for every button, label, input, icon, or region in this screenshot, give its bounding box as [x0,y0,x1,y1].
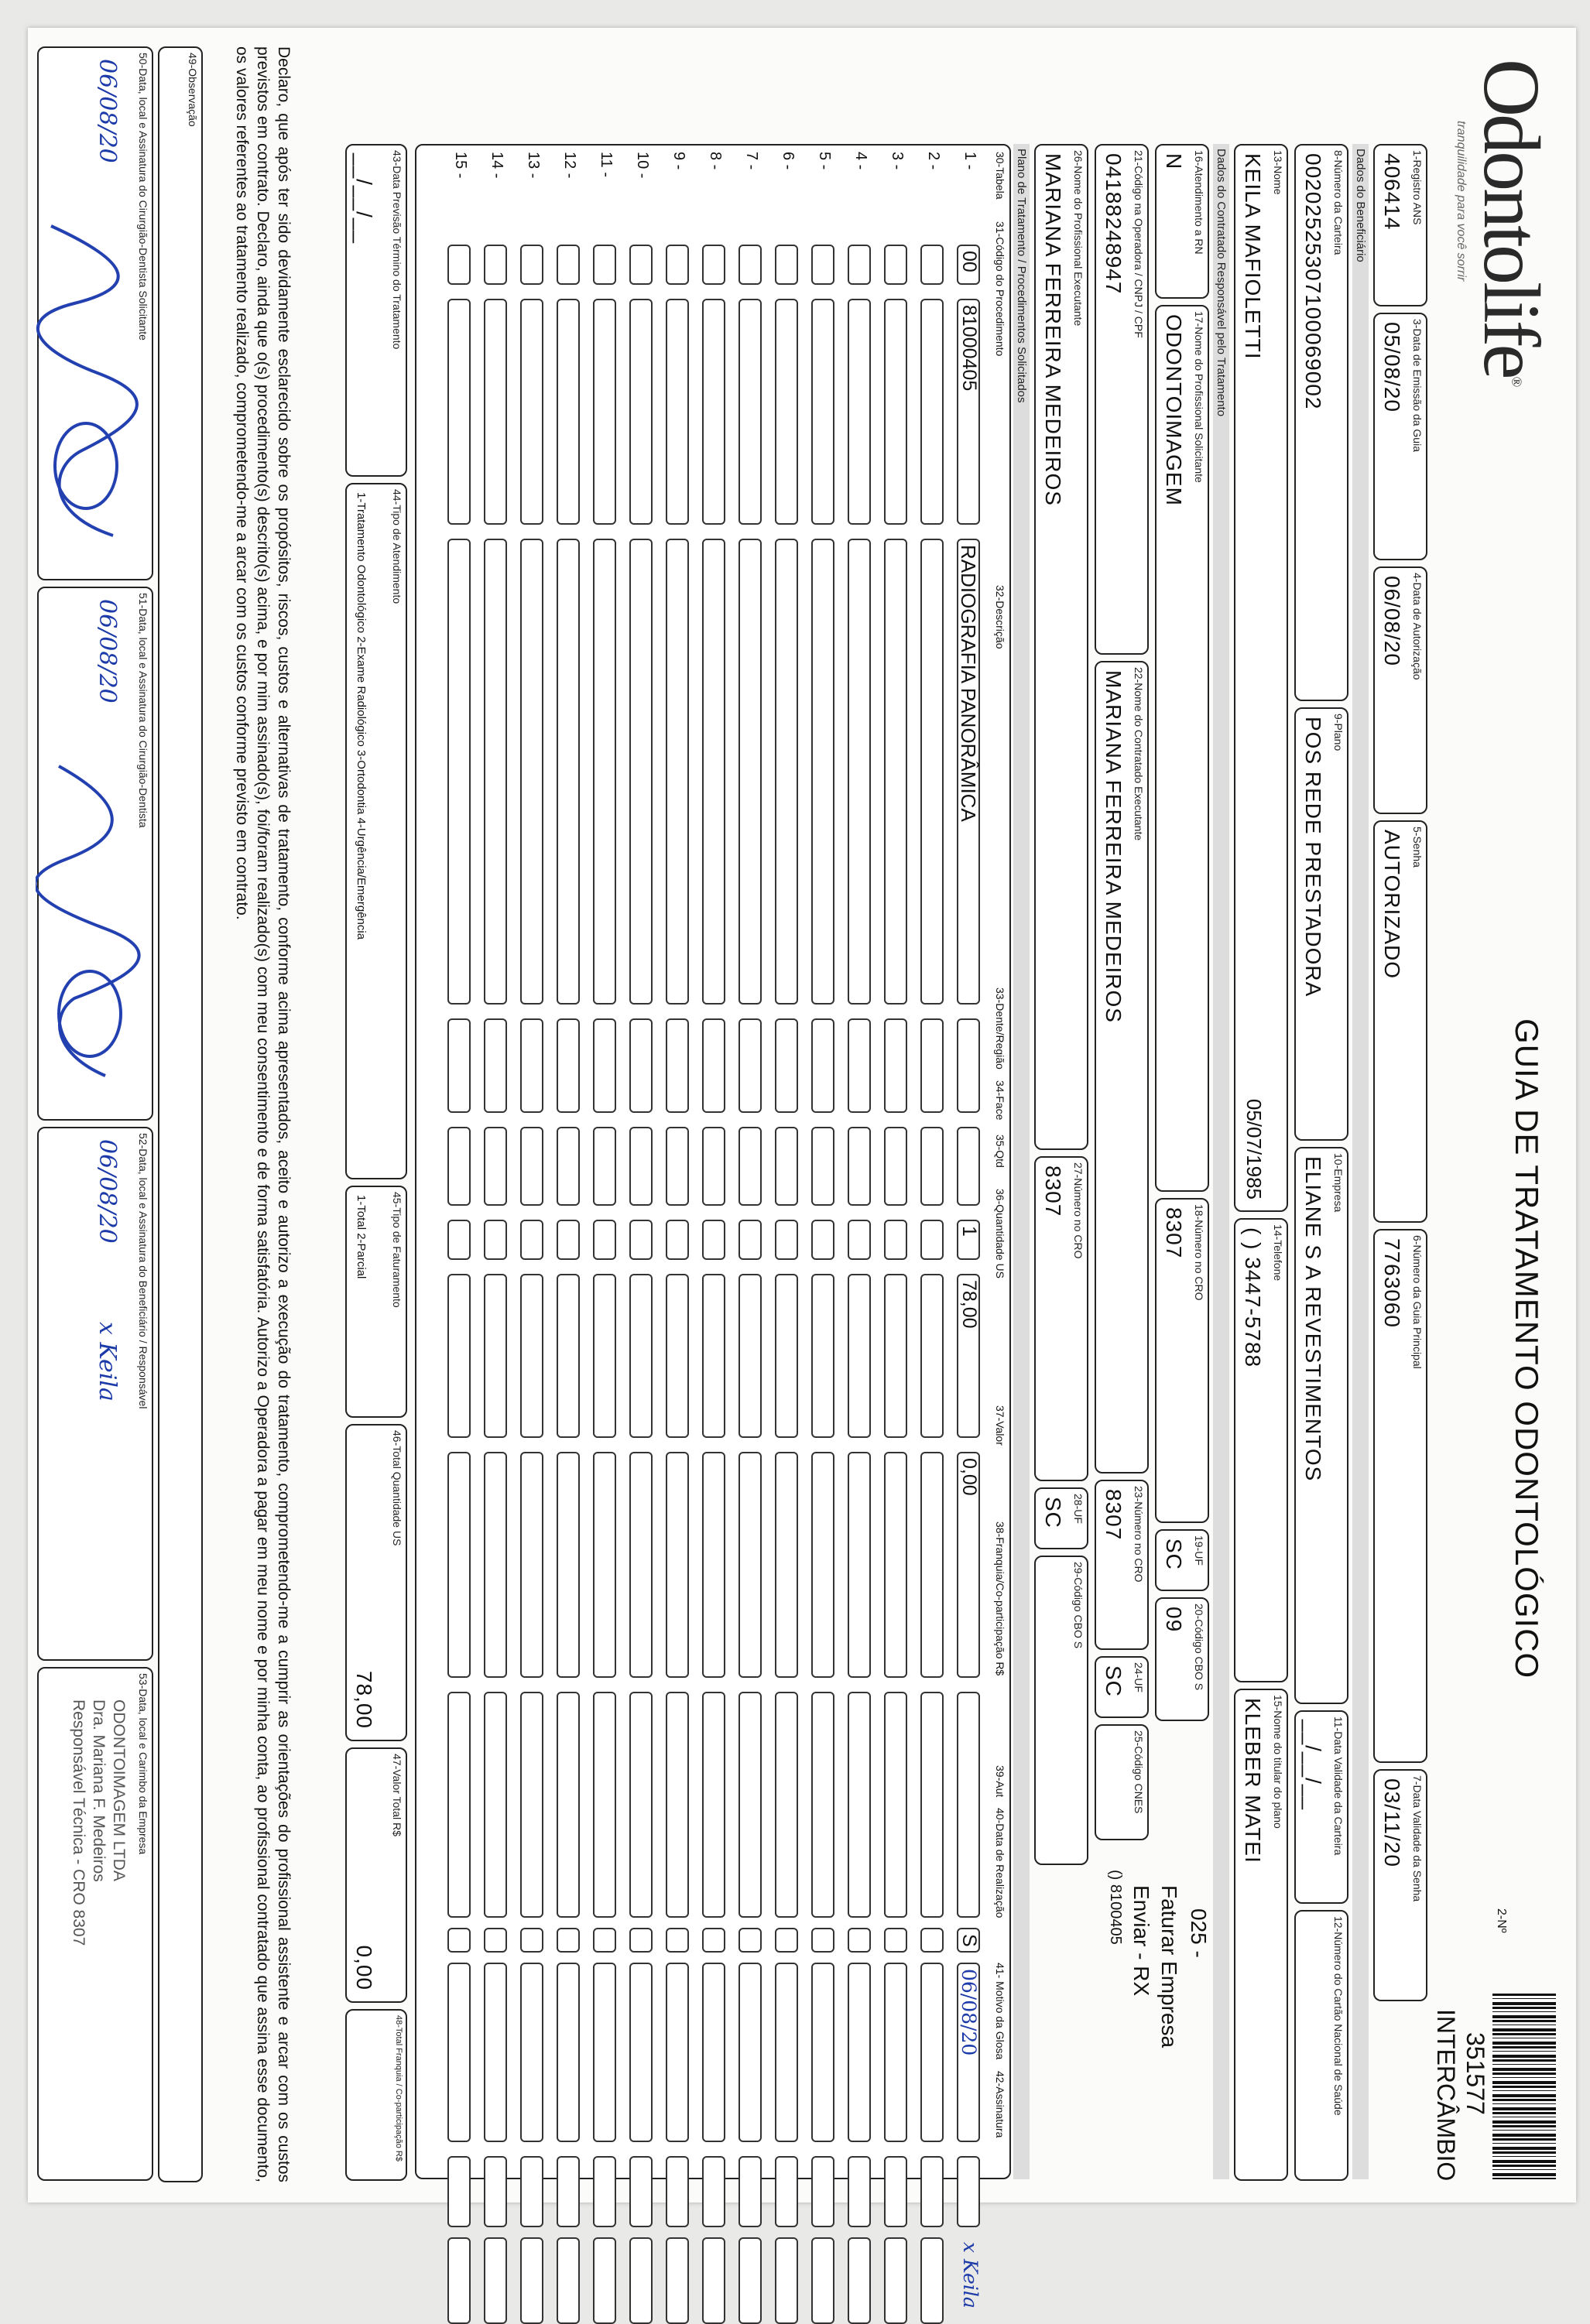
cell-us[interactable] [593,1274,616,1438]
cell-face[interactable] [484,1127,507,1206]
col-tabela: 30-Tabela [994,152,1006,200]
cell-franquia[interactable] [484,1692,507,1918]
guide-form [28,28,1576,2309]
cell-glosa[interactable] [629,2156,653,2227]
cell-dente[interactable] [811,1018,834,1113]
field-validade-carteira[interactable]: 11-Data Validade da Carteira __/__/__ [1294,1710,1348,1904]
cell-dente[interactable] [484,1018,507,1113]
col-aut: 39-Aut [994,1765,1006,1798]
cell-value-us: 78,00 [958,1280,980,1329]
field-prof-solicitante[interactable]: 17-Nome do Profissional Solicitante ODONTOIMAGEM [1155,305,1209,1192]
cell-tabela[interactable] [738,245,762,285]
row-number: 5 - [816,152,833,170]
cell-tabela[interactable] [811,245,834,285]
cell-tabela[interactable] [957,245,980,285]
cell-tabela[interactable] [775,245,798,285]
cell-valor[interactable] [447,1452,471,1678]
col-data: 40-Data de Realização [994,1808,1006,1918]
cell-qtd[interactable] [593,1220,616,1260]
cell-glosa[interactable] [811,2156,834,2227]
cell-glosa[interactable] [484,2156,507,2227]
cell-face[interactable] [593,1127,616,1206]
cell-franquia[interactable] [557,1692,580,1918]
cell-aut[interactable] [629,1928,653,1953]
cell-dente[interactable] [884,1018,907,1113]
cell-face[interactable] [811,1127,834,1206]
cell-valor[interactable] [811,1452,834,1678]
cell-qtd[interactable] [666,1220,689,1260]
cell-assinatura[interactable] [920,2237,944,2324]
cell-data[interactable] [593,1963,616,2142]
cell-glosa[interactable] [447,2156,471,2227]
cell-assinatura[interactable] [884,2237,907,2324]
birth-date: 05/07/1985 [1242,1098,1266,1200]
cell-descricao[interactable] [702,539,725,1005]
cell-descricao[interactable] [557,539,580,1005]
row-number: 3 - [889,152,906,170]
cell-us[interactable] [775,1274,798,1438]
cell-us[interactable] [920,1274,944,1438]
cell-codigo[interactable] [920,299,944,525]
cell-face[interactable] [666,1127,689,1206]
cell-assinatura[interactable] [957,2237,980,2324]
signature-date-50: 06/08/20 [94,59,121,163]
cell-face[interactable] [702,1127,725,1206]
field-carteira[interactable]: 8-Número da Carteira 00202525307100069002 [1294,144,1348,701]
field-titular[interactable]: 15-Nome do titular do plano KLEBER MATEI [1234,1689,1288,2181]
cell-valor[interactable] [775,1452,798,1678]
cell-tabela[interactable] [666,245,689,285]
row-number: 7 - [743,152,760,170]
cell-dente[interactable] [920,1018,944,1113]
field-cbo-profissional[interactable]: 29-Código CBO S [1034,1556,1088,1865]
row-number: 9 - [670,152,687,170]
cell-us[interactable] [738,1274,762,1438]
cell-qtd[interactable] [557,1220,580,1260]
cell-franquia[interactable] [593,1692,616,1918]
section-beneficiario: Dados do Beneficiário [1352,144,1369,2179]
cell-value-data: 06/08/20 [958,1969,980,2056]
cell-descricao[interactable] [484,539,507,1005]
cell-data[interactable] [920,1963,944,2142]
cell-assinatura[interactable] [629,2237,653,2324]
cell-franquia[interactable] [702,1692,725,1918]
cell-dente[interactable] [447,1018,471,1113]
row-number: 8 - [707,152,724,170]
field-plano[interactable]: 9-Plano POS REDE PRESTADORA [1294,707,1348,1141]
cell-codigo[interactable] [593,299,616,525]
field-senha[interactable]: 5-Senha AUTORIZADO [1373,820,1427,1223]
cell-descricao[interactable] [775,539,798,1005]
field-empresa[interactable]: 10-Empresa ELIANE S A REVESTIMENTOS [1294,1147,1348,1704]
cell-codigo[interactable] [629,299,653,525]
field-uf-profissional[interactable]: 28-UF SC [1034,1487,1088,1549]
cell-dente[interactable] [738,1018,762,1113]
cell-valor[interactable] [557,1452,580,1678]
cell-tabela[interactable] [884,245,907,285]
cell-aut[interactable] [811,1928,834,1953]
declaration-text: Declaro, que após ter sido devidamente esclarecido sobre os propósitos, riscos, custos e alternativas de tratamento, conforme acima apresentados, aceito e autorizo a execução do tratamento, comprometendo-me a cumprir as orientações do profissional assistente e arcar com os custos previstos em contrato. Declaro, ainda que o(s) procedimento(s) descrito(s) acima, e por mim assinado(s), foi/foram realizado(s) com meu consentimento e de forma satisfatória. Autorizo a Operadora a pagar em meu nome e por minha conta, ao profissional contratado que assina esse documento, os valores referentes ao tratamento realizado, comprometendo-me a arcar com os custos conforme previsto em contrato. [233,46,293,2182]
cell-descricao[interactable] [920,539,944,1005]
cell-assinatura[interactable] [848,2237,871,2324]
form-title: GUIA DE TRATAMENTO ODONTOLÓGICO [1509,1018,1545,1679]
cell-value-descricao: RADIOGRAFIA PANORÂMICA [957,545,980,822]
cell-data[interactable] [666,1963,689,2142]
signature-box-empresa[interactable]: 53-Data, local e Carimbo da Empresa ODONTOIMAGEM LTDA Dra. Mariana F. Medeiros Responsável Técnica - CRO 8307 [37,1667,153,2181]
cell-tabela[interactable] [629,245,653,285]
row-number: 14 - [488,152,505,179]
field-nome[interactable]: 13-Nome KEILA MAFIOLETTI 05/07/1985 [1234,144,1288,1212]
field-data-emissao[interactable]: 3-Data de Emissão da Guia 05/08/20 [1373,313,1427,560]
cell-valor[interactable] [920,1452,944,1678]
cell-aut[interactable] [848,1928,871,1953]
field-data-autorizacao[interactable]: 4-Data de Autorização 06/08/20 [1373,566,1427,814]
odontolife-logo: Odontolife® [1467,59,1556,385]
cell-descricao[interactable] [957,539,980,1005]
cell-qtd[interactable] [775,1220,798,1260]
cell-valor[interactable] [593,1452,616,1678]
field-cro-executante[interactable]: 23-Número no CRO 8307 [1095,1480,1149,1650]
cell-data[interactable] [484,1963,507,2142]
cell-face[interactable] [738,1127,762,1206]
cell-assinatura[interactable] [775,2237,798,2324]
cell-valor[interactable] [702,1452,725,1678]
cell-valor[interactable] [957,1452,980,1678]
cell-descricao[interactable] [811,539,834,1005]
cell-assinatura[interactable] [738,2237,762,2324]
cell-value-tabela: 00 [958,251,980,272]
cell-dente[interactable] [702,1018,725,1113]
col-assinatura: 42-Assinatura [994,2071,1006,2138]
cell-descricao[interactable] [884,539,907,1005]
cell-assinatura[interactable] [447,2237,471,2324]
field-validade-senha[interactable]: 7-Data Validade da Senha 03/11/20 [1373,1769,1427,2001]
row-number: 4 - [852,152,869,170]
handwritten-signature-icon [36,758,144,1083]
signature-box-solicitante[interactable]: 50-Data, local e Assinatura do Cirurgião-Dentista Solicitante 06/08/20 [37,46,153,580]
cell-codigo[interactable] [520,299,543,525]
col-qtd: 35-Qtd [994,1135,1006,1168]
cell-aut[interactable] [702,1928,725,1953]
cell-qtd[interactable] [884,1220,907,1260]
cell-data[interactable] [811,1963,834,2142]
cell-face[interactable] [557,1127,580,1206]
cell-us[interactable] [557,1274,580,1438]
beneficiary-signature: x Keila [94,1322,121,1402]
cell-descricao[interactable] [848,539,871,1005]
side-note-1: 025 - [1187,1908,1211,1958]
cell-value-assinatura: x Keila [959,2242,982,2309]
cell-qtd[interactable] [811,1220,834,1260]
cell-tabela[interactable] [484,245,507,285]
cell-aut[interactable] [593,1928,616,1953]
signature-box-beneficiario[interactable]: 52-Data, local e Assinatura do Beneficiário / Responsável 06/08/20 x Keila [37,1127,153,1661]
col-glosa: 41- Motivo da Glosa [994,1963,1006,2060]
cell-aut[interactable] [666,1928,689,1953]
cell-glosa[interactable] [848,2156,871,2227]
cell-assinatura[interactable] [557,2237,580,2324]
cell-codigo[interactable] [848,299,871,525]
cell-aut[interactable] [484,1928,507,1953]
cell-dente[interactable] [666,1018,689,1113]
cell-descricao[interactable] [593,539,616,1005]
cell-face[interactable] [629,1127,653,1206]
col-valor: 37-Valor [994,1405,1006,1446]
cell-aut[interactable] [775,1928,798,1953]
row-number: 11 - [598,152,615,177]
field-cartao-nacional[interactable]: 12-Número do Cartão Nacional de Saúde [1294,1910,1348,2181]
row-number: 2 - [925,152,942,170]
cell-qtd[interactable] [629,1220,653,1260]
cell-us[interactable] [520,1274,543,1438]
cell-us[interactable] [484,1274,507,1438]
field-contratado-executante[interactable]: 22-Nome do Contratado Executante MARIANA FERREIRA MEDEIROS [1095,661,1149,1473]
cell-franquia[interactable] [920,1692,944,1918]
field-uf-solicitante[interactable]: 19-UF SC [1155,1529,1209,1591]
cell-data[interactable] [884,1963,907,2142]
cell-dente[interactable] [775,1018,798,1113]
cell-qtd[interactable] [702,1220,725,1260]
cell-descricao[interactable] [447,539,471,1005]
cell-valor[interactable] [848,1452,871,1678]
row-number: 6 - [780,152,797,170]
col-codigo: 31-Código do Procedimento [994,221,1006,357]
col-franquia: 38-Franquia/Co-participação R$ [994,1521,1006,1676]
cell-us[interactable] [884,1274,907,1438]
cell-qtd[interactable] [738,1220,762,1260]
cell-codigo[interactable] [702,299,725,525]
cell-franquia[interactable] [738,1692,762,1918]
side-note-4: () 8100405 [1107,1870,1124,1945]
cell-franquia[interactable] [848,1692,871,1918]
cell-us[interactable] [848,1274,871,1438]
cell-codigo[interactable] [484,299,507,525]
cell-qtd[interactable] [447,1220,471,1260]
cell-data[interactable] [957,1963,980,2142]
cell-tabela[interactable] [920,245,944,285]
cell-assinatura[interactable] [593,2237,616,2324]
cell-value-aut: S [958,1934,980,1947]
field-cod-operadora[interactable]: 21-Código na Operadora / CNPJ / CPF 04188248947 [1095,144,1149,655]
cell-descricao[interactable] [629,539,653,1005]
cell-tabela[interactable] [520,245,543,285]
cell-franquia[interactable] [447,1692,471,1918]
cell-codigo[interactable] [884,299,907,525]
side-note-2: Faturar Empresa [1157,1885,1181,2048]
field-tipo-atendimento[interactable]: 44-Tipo de Atendimento 1-Tratamento Odontológico 2-Exame Radiológico 3-Ortodontia 4-Urgência/Emergência [345,483,407,1179]
field-cbo-solicitante[interactable]: 20-Código CBO S 09 [1155,1597,1209,1721]
cell-data[interactable] [848,1963,871,2142]
cell-tabela[interactable] [848,245,871,285]
signature-date-51: 06/08/20 [94,599,121,703]
cell-assinatura[interactable] [484,2237,507,2324]
section-contratado: Dados do Contratado Responsável pelo Tratamento [1213,144,1229,2179]
field-cro-solicitante[interactable]: 18-Número no CRO 8307 [1155,1198,1209,1523]
cell-glosa[interactable] [738,2156,762,2227]
cell-face[interactable] [520,1127,543,1206]
cell-descricao[interactable] [520,539,543,1005]
cell-tabela[interactable] [447,245,471,285]
cell-data[interactable] [629,1963,653,2142]
cell-aut[interactable] [920,1928,944,1953]
row-number: 13 - [525,152,542,179]
cell-valor[interactable] [484,1452,507,1678]
cell-valor[interactable] [738,1452,762,1678]
cell-glosa[interactable] [520,2156,543,2227]
cell-valor[interactable] [629,1452,653,1678]
row-number: 12 - [561,152,578,179]
col-dente: 33-Dente/Região [994,987,1006,1070]
field-registro-ans[interactable]: 1-Registro ANS 406414 [1373,144,1427,306]
field-cro-profissional[interactable]: 27-Número no CRO 8307 [1034,1156,1088,1481]
cell-us[interactable] [702,1274,725,1438]
col-face: 34-Face [994,1080,1006,1121]
cell-franquia[interactable] [775,1692,798,1918]
registro-ans-value: 406414 [1380,153,1404,231]
cell-franquia[interactable] [666,1692,689,1918]
cell-data[interactable] [447,1963,471,2142]
cell-qtd[interactable] [848,1220,871,1260]
guide-number-label: 2-Nº [1495,1908,1508,1933]
cell-assinatura[interactable] [666,2237,689,2324]
cell-dente[interactable] [593,1018,616,1113]
field-cnes[interactable]: 25-Código CNES [1095,1724,1149,1840]
row-number: 10 - [634,152,651,179]
cell-glosa[interactable] [920,2156,944,2227]
cell-glosa[interactable] [593,2156,616,2227]
cell-data[interactable] [520,1963,543,2142]
barcode-icon [1492,1994,1556,2179]
cell-qtd[interactable] [520,1220,543,1260]
cell-aut[interactable] [557,1928,580,1953]
field-valor-total[interactable]: 47-Valor Total R$ 0,00 [345,1747,407,2003]
cell-us[interactable] [629,1274,653,1438]
field-previsao-termino[interactable]: 43-Data Previsão Término do Tratamento __/__/__ [345,144,407,477]
cell-aut[interactable] [738,1928,762,1953]
cell-data[interactable] [702,1963,725,2142]
cell-qtd[interactable] [920,1220,944,1260]
cell-aut[interactable] [957,1928,980,1953]
cell-us[interactable] [957,1274,980,1438]
cell-franquia[interactable] [884,1692,907,1918]
handwritten-signature-icon [36,218,144,543]
section-plano: Plano de Tratamento / Procedimentos Solicitados [1013,144,1030,2179]
cell-franquia[interactable] [520,1692,543,1918]
cell-codigo[interactable] [811,299,834,525]
company-stamp: ODONTOIMAGEM LTDA Dra. Mariana F. Medeiros Responsável Técnica - CRO 8307 [70,1699,128,1946]
cell-value-codigo: 81000405 [958,305,980,392]
cell-face[interactable] [884,1127,907,1206]
cell-glosa[interactable] [957,2156,980,2227]
guide-number: 351577 [1461,2032,1489,2115]
field-atend-rn[interactable]: 16-Atendimento a RN N [1155,144,1209,299]
logo-tagline: tranquilidade para você sorrir [1455,121,1468,282]
cell-valor[interactable] [520,1452,543,1678]
cell-dente[interactable] [629,1018,653,1113]
cell-us[interactable] [666,1274,689,1438]
field-tipo-faturamento[interactable]: 45-Tipo de Faturamento 1-Total 2-Parcial [345,1186,407,1418]
field-uf-executante[interactable]: 24-UF SC [1095,1656,1149,1718]
cell-valor[interactable] [884,1452,907,1678]
cell-data[interactable] [557,1963,580,2142]
signature-box-cirurgiao[interactable]: 51-Data, local e Assinatura do Cirurgião-Dentista 06/08/20 [37,587,153,1121]
cell-assinatura[interactable] [702,2237,725,2324]
cell-aut[interactable] [520,1928,543,1953]
cell-value-valor: 0,00 [958,1458,980,1496]
cell-codigo[interactable] [447,299,471,525]
cell-face[interactable] [775,1127,798,1206]
cell-codigo[interactable] [775,299,798,525]
cell-aut[interactable] [884,1928,907,1953]
cell-tabela[interactable] [557,245,580,285]
cell-us[interactable] [811,1274,834,1438]
cell-face[interactable] [447,1127,471,1206]
side-note-3: Enviar - RX [1129,1885,1153,1997]
col-us: 36-Quantidade US [994,1189,1006,1278]
cell-codigo[interactable] [738,299,762,525]
cell-descricao[interactable] [738,539,762,1005]
cell-franquia[interactable] [811,1692,834,1918]
cell-qtd[interactable] [484,1220,507,1260]
cell-glosa[interactable] [884,2156,907,2227]
cell-tabela[interactable] [593,245,616,285]
cell-qtd[interactable] [957,1220,980,1260]
field-telefone[interactable]: 14-Telefone ( ) 3447-5788 [1234,1218,1288,1682]
field-total-us[interactable]: 46-Total Quantidade US 78,00 [345,1424,407,1741]
cell-glosa[interactable] [775,2156,798,2227]
cell-codigo[interactable] [957,299,980,525]
row-number: 1 - [961,152,978,170]
col-descricao: 32-Descrição [994,585,1006,649]
cell-dente[interactable] [848,1018,871,1113]
signature-date-52: 06/08/20 [94,1139,121,1244]
cell-franquia[interactable] [629,1692,653,1918]
cell-assinatura[interactable] [520,2237,543,2324]
cell-us[interactable] [447,1274,471,1438]
cell-glosa[interactable] [702,2156,725,2227]
cell-franquia[interactable] [957,1692,980,1918]
cell-dente[interactable] [957,1018,980,1113]
cell-face[interactable] [957,1127,980,1206]
cell-face[interactable] [920,1127,944,1206]
cell-dente[interactable] [520,1018,543,1113]
cell-data[interactable] [738,1963,762,2142]
cell-face[interactable] [848,1127,871,1206]
field-total-franquia[interactable]: 48-Total Franquia / Co-participação R$ [345,2009,407,2181]
field-observacao[interactable]: 49-Observação [158,46,203,2182]
field-prof-executante[interactable]: 26-Nome do Profissional Executante MARIANA FERREIRA MEDEIROS [1034,144,1088,1150]
cell-aut[interactable] [447,1928,471,1953]
cell-assinatura[interactable] [811,2237,834,2324]
cell-dente[interactable] [557,1018,580,1113]
cell-glosa[interactable] [557,2156,580,2227]
cell-codigo[interactable] [557,299,580,525]
cell-glosa[interactable] [666,2156,689,2227]
cell-codigo[interactable] [666,299,689,525]
guide-type: INTERCÂMBIO [1432,2009,1460,2182]
cell-data[interactable] [775,1963,798,2142]
cell-valor[interactable] [666,1452,689,1678]
row-number: 15 - [452,152,469,179]
field-guia-principal[interactable]: 6-Número da Guia Principal 7763060 [1373,1229,1427,1763]
cell-tabela[interactable] [702,245,725,285]
cell-descricao[interactable] [666,539,689,1005]
cell-value-qtd: 1 [958,1226,980,1237]
